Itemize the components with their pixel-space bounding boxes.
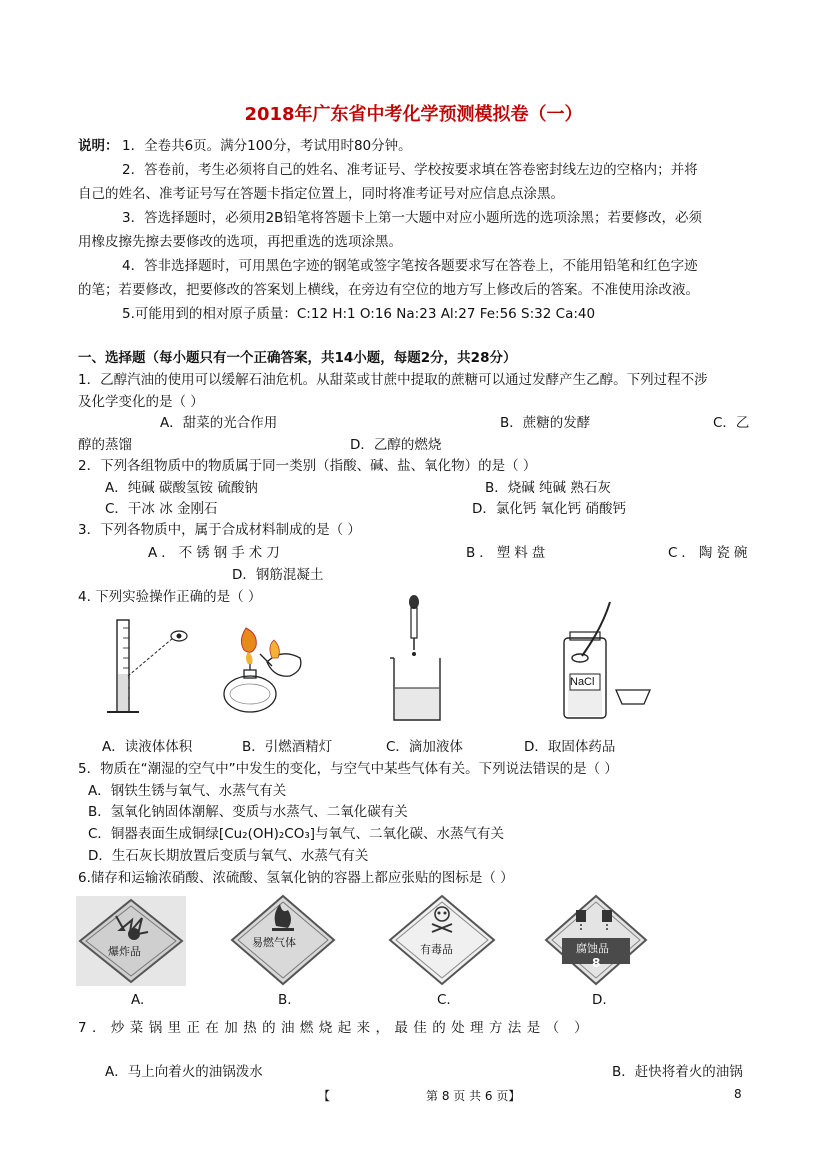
- instruction-5: 5.可能用到的相对原子质量：C:12 H:1 O:16 Na:23 Al:27 Fe:56 S:32 Ca:40: [122, 306, 596, 322]
- q2-option-b: B．烧碱 纯碱 熟石灰: [485, 480, 611, 496]
- taking-solid-reagent-figure: [558, 598, 658, 723]
- toxic-sign-label: 有毒品: [420, 943, 453, 956]
- instruction-2a: 2．答卷前，考生必须将自己的姓名、准考证号、学校按要求填在答卷密封线左边的空格内；并将: [122, 162, 698, 178]
- corrosive-sign-label: 腐蚀品: [576, 942, 609, 955]
- explosive-sign-label: 爆炸品: [108, 945, 141, 958]
- q1-option-d: D．乙醇的燃烧: [350, 437, 442, 453]
- q3-stem: 3．下列各物质中，属于合成材料制成的是（ ）: [78, 522, 361, 538]
- q2-stem: 2．下列各组物质中的物质属于同一类别（指酸、碱、盐、氧化物）的是（ ）: [78, 458, 537, 474]
- instruction-3a: 3．答选择题时，必须用2B铅笔将答题卡上第一大题中对应小题所选的选项涂黑；若要修改，必须: [122, 210, 702, 226]
- instruction-2b: 自己的姓名、准考证号写在答题卡指定位置上，同时将准考证号对应信息点涂黑。: [78, 186, 564, 202]
- footer-bracket: 【: [318, 1089, 331, 1103]
- toxic-sign: [386, 892, 498, 988]
- q1-option-c-part1: C．乙: [713, 415, 750, 431]
- q7-option-b: B．赶快将着火的油锅: [612, 1064, 743, 1080]
- instruction-3b: 用橡皮擦先擦去要修改的选项，再把重选的选项涂黑。: [78, 234, 402, 250]
- corrosive-sign-number: 8: [592, 956, 601, 970]
- section-heading: 一、选择题（每小题只有一个正确答案，共14小题，每题2分，共28分）: [78, 350, 517, 366]
- footer-page-info: 第 8 页 共 6 页】: [426, 1089, 521, 1103]
- q6-option-a: A.: [131, 992, 145, 1008]
- q6-stem: 6.储存和运输浓硝酸、浓硫酸、氢氧化钠的容器上都应张贴的图标是（ ）: [78, 870, 514, 886]
- reagent-bottle-label: NaCl: [570, 676, 595, 688]
- q4-option-d: D．取固体药品: [524, 739, 616, 755]
- q4-option-a: A．读液体体积: [102, 739, 193, 755]
- q7-option-a: A．马上向着火的油锅泼水: [105, 1064, 263, 1080]
- graduated-cylinder-reading-figure: [95, 612, 195, 717]
- q7-stem: 7．炒菜锅里正在加热的油燃烧起来，最佳的处理方法是（ ）: [78, 1020, 594, 1036]
- instruction-1: 1．全卷共6页。满分100分，考试用时80分钟。: [122, 138, 412, 154]
- adding-liquid-dropper-figure: [382, 592, 462, 724]
- instruction-4a: 4．答非选择题时，可用黑色字迹的钢笔或签字笔按各题要求写在答卷上，不能用铅笔和红色字迹: [122, 258, 698, 274]
- q1-option-a: A．甜菜的光合作用: [160, 415, 278, 431]
- explosive-sign: [76, 896, 186, 986]
- q1-option-c-part2: 醇的蒸馏: [78, 437, 132, 453]
- flammable-gas-sign-label: 易燃气体: [252, 936, 296, 949]
- lighting-alcohol-lamp-figure: [212, 618, 312, 718]
- q4-stem: 4. 下列实验操作正确的是（ ）: [78, 589, 262, 605]
- footer-page-number: 8: [734, 1087, 742, 1101]
- q5-option-b: B．氢氧化钠固体潮解、变质与水蒸气、二氧化碳有关: [88, 804, 408, 820]
- q1-stem-2: 及化学变化的是（ ）: [78, 394, 204, 410]
- q2-option-c: C．干冰 冰 金刚石: [105, 501, 218, 517]
- q3-option-d: D．钢筋混凝土: [232, 567, 324, 583]
- page-title: 2018年广东省中考化学预测模拟卷（一）: [244, 104, 583, 125]
- q3-option-c: C．陶瓷碗: [668, 545, 752, 561]
- q5-option-d: D．生石灰长期放置后变质与氧气、水蒸气有关: [88, 848, 369, 864]
- q6-option-d: D.: [592, 992, 607, 1008]
- q4-option-c: C．滴加液体: [386, 739, 463, 755]
- instructions-label: 说明：: [78, 138, 119, 154]
- q4-option-b: B．引燃酒精灯: [242, 739, 333, 755]
- q3-option-b: B．塑料盘: [466, 545, 550, 561]
- q6-option-c: C.: [437, 992, 451, 1008]
- q5-option-a: A．钢铁生锈与氧气、水蒸气有关: [88, 783, 287, 799]
- q3-option-a: A．不锈钢手术刀: [148, 545, 284, 561]
- q2-option-a: A．纯碱 碳酸氢铵 硫酸钠: [105, 480, 258, 496]
- q1-option-b: B．蔗糖的发酵: [500, 415, 591, 431]
- q6-option-b: B.: [278, 992, 292, 1008]
- q5-stem: 5．物质在“潮湿的空气中”中发生的变化，与空气中某些气体有关。下列说法错误的是（ ）: [78, 761, 618, 777]
- q1-stem-1: 1．乙醇汽油的使用可以缓解石油危机。从甜菜或甘蔗中提取的蔗糖可以通过发酵产生乙醇。下列过程不涉: [78, 372, 708, 388]
- instruction-4b: 的笔；若要修改，把要修改的答案划上横线，在旁边有空位的地方写上修改后的答案。不准使用涂改液。: [78, 282, 699, 298]
- q5-option-c: C．铜器表面生成铜绿[Cu₂(OH)₂CO₃]与氧气、二氧化碳、水蒸气有关: [88, 826, 505, 842]
- q2-option-d: D．氯化钙 氧化钙 硝酸钙: [472, 501, 626, 517]
